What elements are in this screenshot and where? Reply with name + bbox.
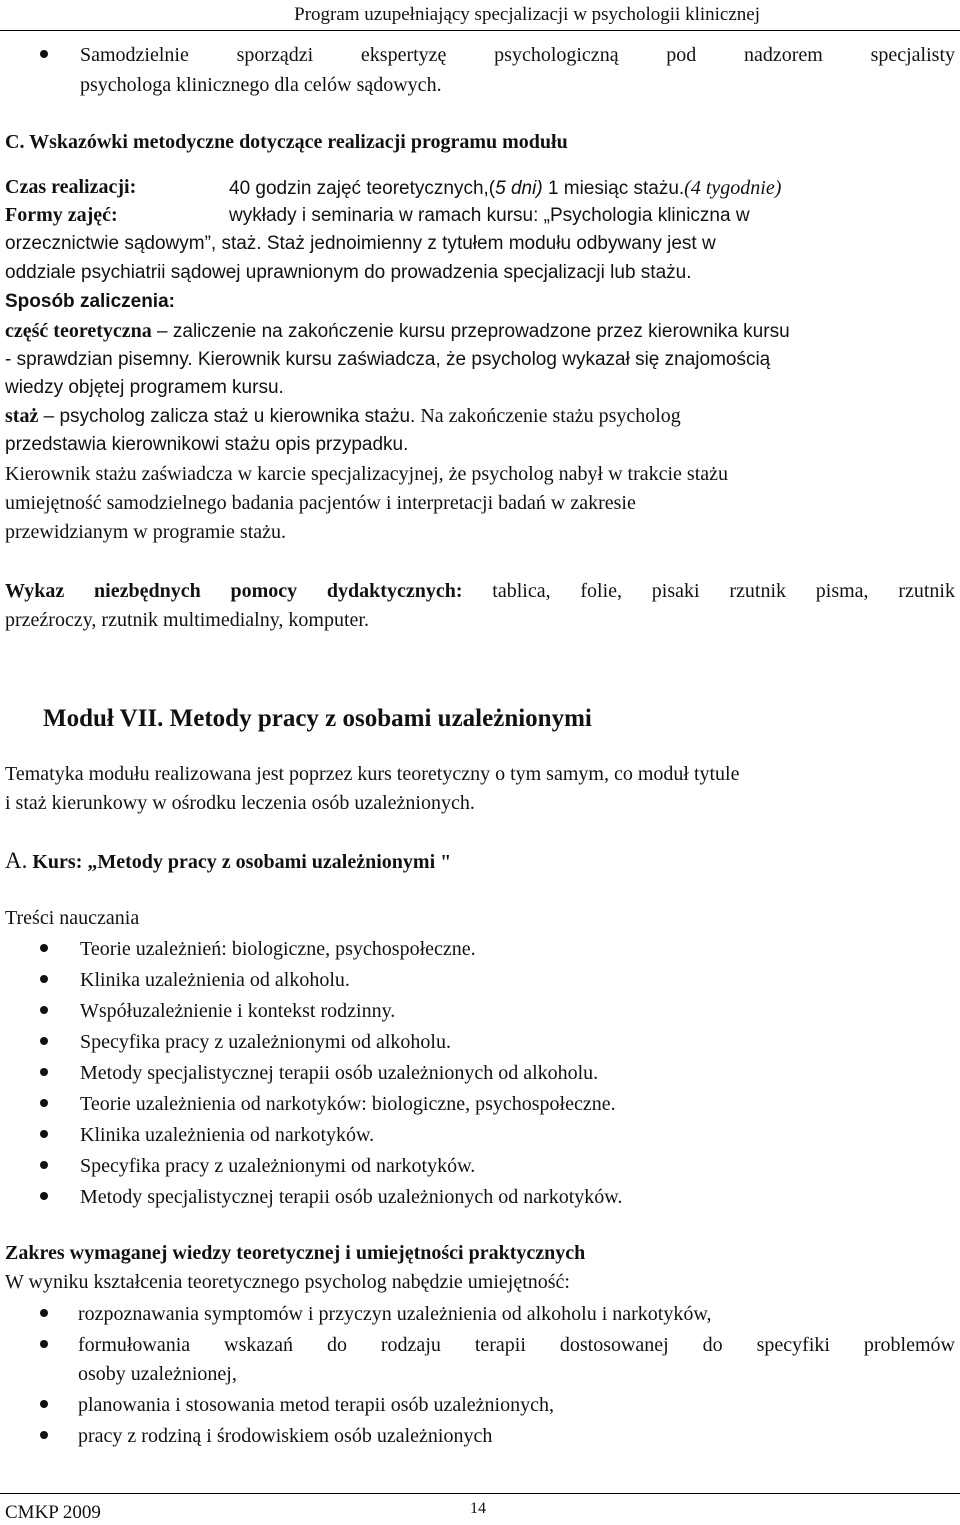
bullet-icon — [40, 1037, 48, 1045]
staz-text: Na zakończenie stażu psycholog — [415, 405, 681, 427]
staz-line: przedstawia kierownikowi stażu opis przypadku. — [5, 434, 409, 455]
bullet-icon — [40, 1006, 48, 1014]
footer-label: CMKP 2009 — [5, 1502, 101, 1523]
list-item-text: planowania i stosowania metod terapii osób uzależnionych, — [78, 1394, 554, 1416]
bullet-icon — [40, 50, 48, 58]
course-heading — [5, 848, 451, 874]
bullet-icon — [40, 1099, 48, 1107]
formy-label: Formy zajęć: — [5, 204, 118, 226]
czesc-text: – zaliczenie na zakończenie kursu przeprowadzone przez kierownika kursu — [151, 321, 790, 342]
list-item-text: Specyfika pracy z uzależnionymi od alkoholu. — [80, 1031, 451, 1053]
formy-line: oddziale psychiatrii sądowej uprawnionym do prowadzenia specjalizacji lub stażu. — [5, 262, 692, 283]
list-item-text: Klinika uzależnienia od narkotyków. — [80, 1124, 375, 1146]
list-item-text: Samodzielnie sporządzi ekspertyzę psychologiczną pod nadzorem specjalisty — [80, 44, 955, 66]
staz-line — [5, 405, 681, 428]
kierownik-line: Kierownik stażu zaświadcza w karcie specjalizacyjnej, że psycholog nabył w trakcie stażu — [5, 463, 729, 485]
module-intro: Tematyka modułu realizowana jest poprzez kurs teoretyczny o tym samym, co moduł tytule — [5, 763, 740, 785]
czesc-line — [5, 320, 790, 343]
czas-value-part: 5 dni) — [495, 178, 543, 199]
list-item-text: Współuzależnienie i kontekst rodzinny. — [80, 1000, 396, 1022]
czesc-text: Kierownik kursu zaświadcza, że psycholog wykazał się znajomością — [192, 349, 771, 370]
bullet-icon — [40, 1161, 48, 1169]
module-title: Moduł VII. Metody pracy z osobami uzależnionymi — [43, 705, 592, 732]
zakres-intro: W wyniku kształcenia teoretycznego psycholog nabędzie umiejętność: — [5, 1271, 570, 1293]
czas-value-part: (4 tygodnie) — [684, 177, 782, 199]
section-heading: C. Wskazówki metodyczne dotyczące realizacji programu modułu — [5, 131, 568, 153]
wykaz-label: Wykaz niezbędnych pomocy dydaktycznych: — [5, 580, 463, 602]
kierownik-line: przewidzianym w programie stażu. — [5, 521, 287, 543]
bullet-icon — [40, 1340, 48, 1348]
bullet-icon — [40, 1130, 48, 1138]
czesc-label: część teoretyczna — [5, 320, 152, 342]
formy-value: wykłady i seminaria w ramach kursu: „Psychologia kliniczna w — [229, 205, 750, 226]
list-item-text: pracy z rodziną i środowiskiem osób uzależnionych — [78, 1425, 493, 1447]
zakres-heading: Zakres wymaganej wiedzy teoretycznej i umiejętności praktycznych — [5, 1242, 586, 1264]
bullet-icon — [40, 1192, 48, 1200]
bullet-icon — [40, 975, 48, 983]
bullet-icon — [40, 1431, 48, 1439]
list-item-text: Klinika uzależnienia od alkoholu. — [80, 969, 350, 991]
czesc-line: wiedzy objętej programem kursu. — [5, 377, 284, 398]
wykaz-line — [5, 580, 955, 603]
czas-value-part: 40 godzin zajęć teoretycznych,( — [229, 178, 496, 199]
list-item-text: psychologa klinicznego dla celów sądowych. — [80, 74, 442, 96]
staz-label: staż — [5, 405, 39, 427]
list-item-text: rozpoznawania symptomów i przyczyn uzależnienia od alkoholu i narkotyków, — [78, 1303, 712, 1325]
staz-text: – psycholog zalicza staż u kierownika stażu. — [38, 406, 416, 427]
course-letter: A. — [5, 848, 28, 873]
wykaz-text: tablica, folie, pisaki rzutnik pisma, rzutnik — [462, 580, 955, 602]
czas-label: Czas realizacji: — [5, 176, 137, 198]
list-item-text: Specyfika pracy z uzależnionymi od narkotyków. — [80, 1155, 476, 1177]
czas-value — [229, 177, 781, 200]
running-header: Program uzupełniający specjalizacji w psychologii klinicznej — [294, 4, 760, 25]
sposob-label: Sposób zaliczenia: — [5, 291, 175, 312]
formy-text: orzecznictwie sądowym”, staż. — [5, 233, 262, 254]
tresci-heading: Treści nauczania — [5, 907, 140, 929]
bullet-icon — [40, 944, 48, 952]
list-item-text: Teorie uzależnienia od narkotyków: biologiczne, psychospołeczne. — [80, 1093, 616, 1115]
formy-line — [5, 233, 716, 255]
wykaz-line: przeźroczy, rzutnik multimedialny, komputer. — [5, 609, 369, 631]
czesc-line — [5, 349, 770, 371]
list-item-text: osoby uzależnionej, — [78, 1363, 237, 1385]
list-item-text: Metody specjalistycznej terapii osób uzależnionych od alkoholu. — [80, 1062, 599, 1084]
list-item-text: formułowania wskazań do rodzaju terapii dostosowanej do specyfiki problemów — [78, 1334, 955, 1356]
bullet-icon — [40, 1068, 48, 1076]
bullet-icon — [40, 1400, 48, 1408]
czesc-text: - sprawdzian pisemny. — [5, 349, 193, 370]
footer-rule — [0, 1493, 960, 1494]
list-item-text: Teorie uzależnień: biologiczne, psychospołeczne. — [80, 938, 476, 960]
kierownik-line: umiejętność samodzielnego badania pacjentów i interpretacji badań w zakresie — [5, 492, 636, 514]
header-rule — [0, 30, 960, 31]
list-item-text: Metody specjalistycznej terapii osób uzależnionych od narkotyków. — [80, 1186, 623, 1208]
course-title: Kurs: „Metody pracy z osobami uzależnionymi " — [32, 851, 452, 873]
page-number: 14 — [470, 1500, 486, 1517]
module-intro: i staż kierunkowy w ośrodku leczenia osób uzależnionych. — [5, 792, 475, 814]
czas-value-part: 1 miesiąc stażu. — [542, 178, 685, 199]
bullet-icon — [40, 1309, 48, 1317]
formy-text: Staż jednoimienny z tytułem modułu odbywany jest w — [261, 233, 716, 254]
